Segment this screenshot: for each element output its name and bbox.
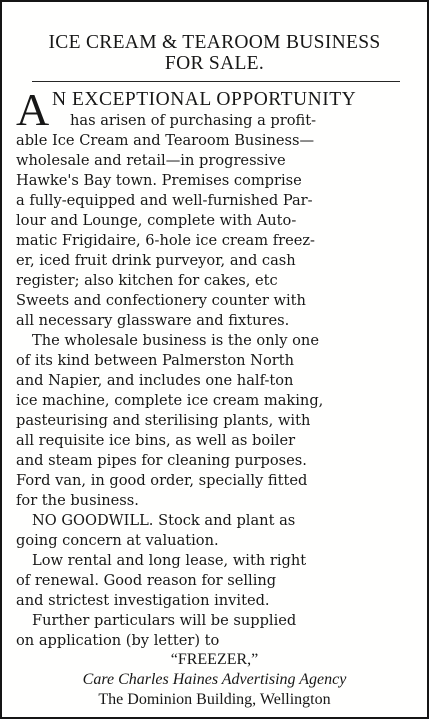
body-line: Further particulars will be supplied <box>32 612 297 629</box>
headline-line-2: FOR SALE. <box>164 53 265 74</box>
body-line: Hawke's Bay town. Premises comprise <box>16 172 302 189</box>
body-line: for the business. <box>16 492 139 509</box>
body-line: of renewal. Good reason for selling <box>16 572 277 589</box>
body-line: Sweets and confectionery counter with <box>16 292 306 309</box>
body-line: all necessary glassware and fixtures. <box>16 312 290 329</box>
body-line: er, iced fruit drink purveyor, and cash <box>16 252 296 269</box>
address-line: The Dominion Building, Wellington <box>98 691 331 708</box>
body-line: Low rental and long lease, with right <box>32 552 307 569</box>
body-line: register; also kitchen for cakes, etc <box>16 272 278 289</box>
body-line: and strictest investigation invited. <box>16 592 270 609</box>
body-line: going concern at valuation. <box>16 532 219 549</box>
body-line: has arisen of purchasing a profit- <box>70 112 317 129</box>
care-of-line: Care Charles Haines Advertising Agency <box>82 671 347 688</box>
body-line: pasteurising and sterilising plants, with <box>16 412 311 429</box>
lead-opening: N EXCEPTIONAL OPPORTUNITY <box>52 89 357 110</box>
body-line: able Ice Cream and Tearoom Business— <box>16 132 315 149</box>
headline-line-1: ICE CREAM & TEAROOM BUSINESS <box>48 32 381 53</box>
body-line: Ford van, in good order, specially fitted <box>16 472 308 489</box>
body-line: lour and Lounge, complete with Auto- <box>16 212 297 229</box>
body-line: matic Frigidaire, 6-hole ice cream freez- <box>16 232 315 249</box>
body-line: wholesale and retail—in progressive <box>16 152 286 169</box>
advertiser-name: “FREEZER,” <box>170 651 259 668</box>
body-line: on application (by letter) to <box>16 632 220 649</box>
body-line: of its kind between Palmerston North <box>16 352 294 369</box>
body-line: and Napier, and includes one half-ton <box>16 372 294 389</box>
headline-rule <box>32 81 400 82</box>
body-line: NO GOODWILL. Stock and plant as <box>32 512 296 529</box>
body-line: a fully-equipped and well-furnished Par- <box>16 192 313 209</box>
drop-cap: A <box>16 84 50 135</box>
body-line: and steam pipes for cleaning purposes. <box>16 452 307 469</box>
body-line: The wholesale business is the only one <box>32 332 319 349</box>
body-line: all requisite ice bins, as well as boiler <box>16 432 296 449</box>
body-line: ice machine, complete ice cream making, <box>16 392 324 409</box>
